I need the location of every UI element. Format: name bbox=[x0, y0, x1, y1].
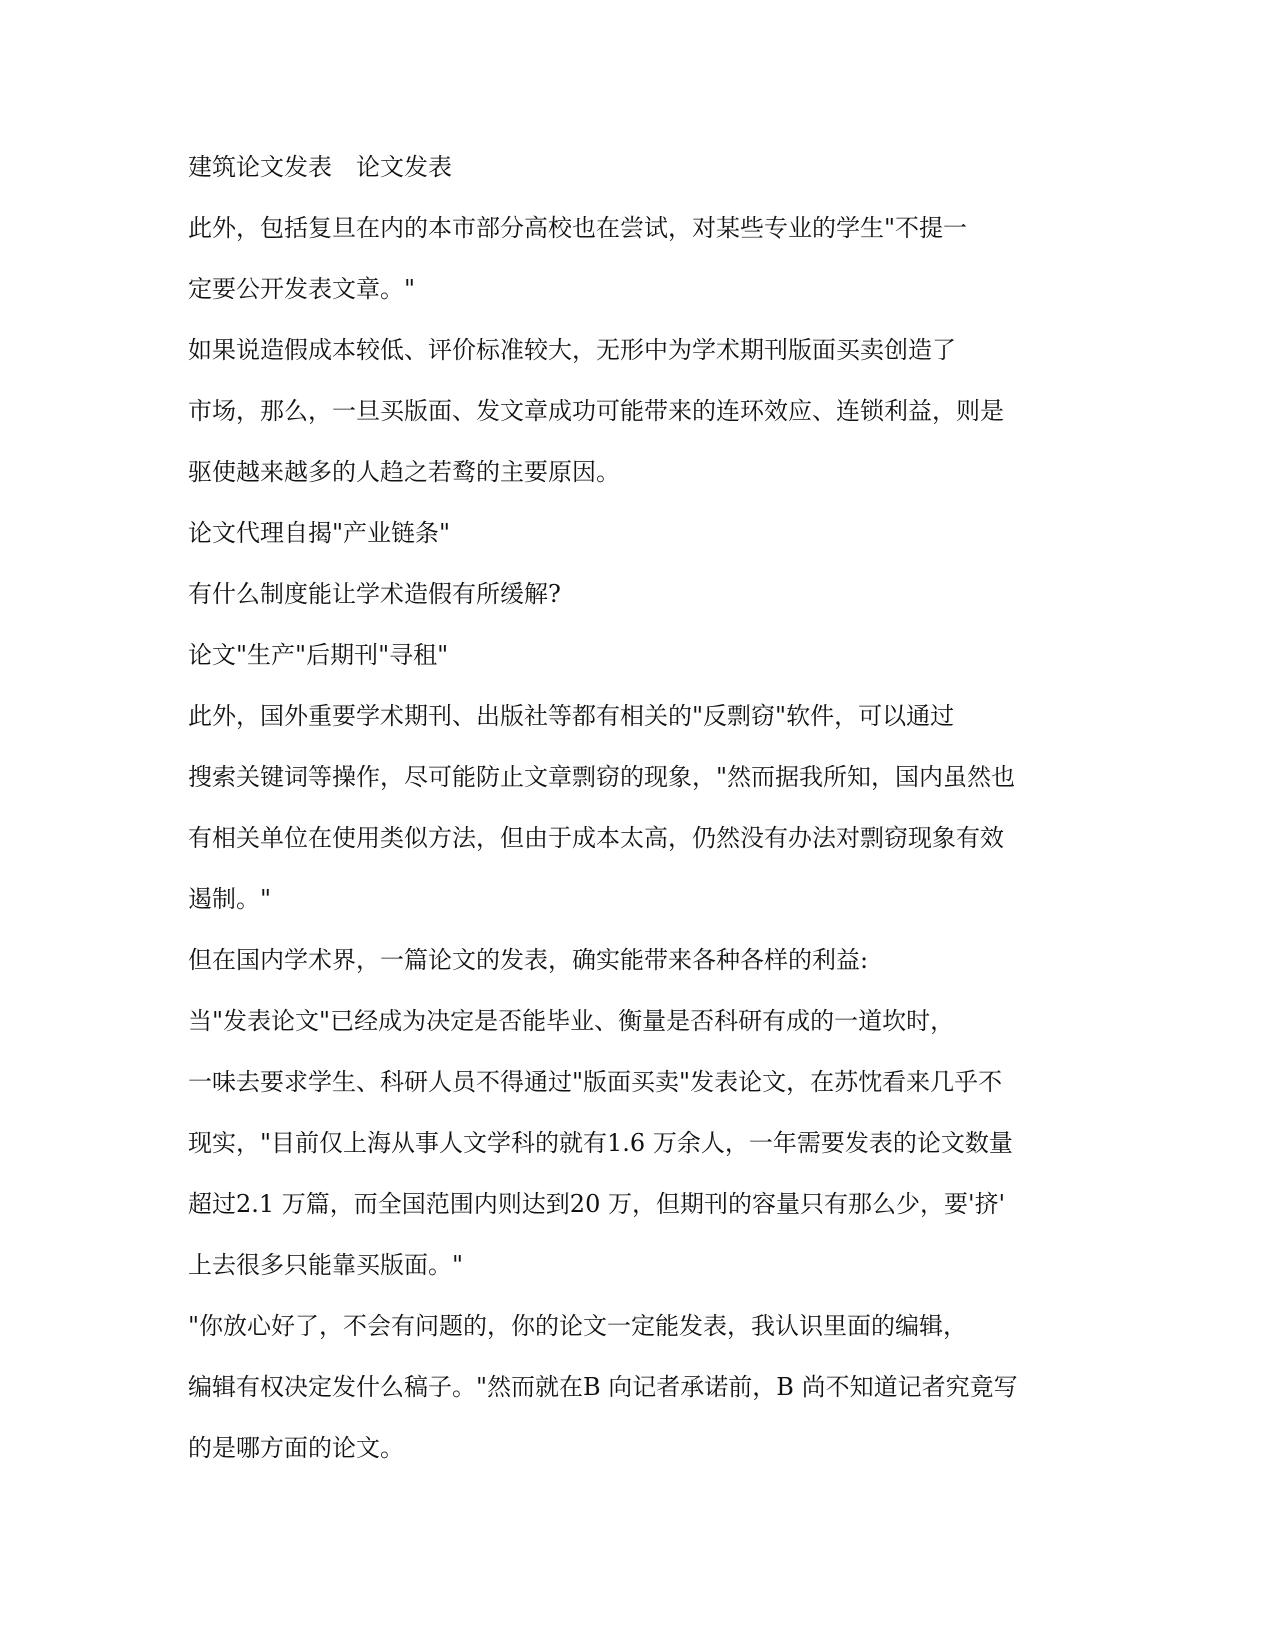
text-line: 的是哪方面的论文。 bbox=[188, 1434, 404, 1462]
text-line: 定要公开发表文章。" bbox=[188, 275, 416, 303]
text-line: 一味去要求学生、科研人员不得通过"版面买卖"发表论文，在苏忱看来几乎不 bbox=[188, 1068, 1003, 1096]
text-line: 有相关单位在使用类似方法，但由于成本太高，仍然没有办法对剽窃现象有效 bbox=[188, 824, 1004, 852]
section-heading: 论文"生产"后期刊"寻租" bbox=[188, 641, 449, 669]
text-line: "你放心好了，不会有问题的，你的论文一定能发表，我认识里面的编辑， bbox=[188, 1312, 968, 1340]
text-line: 遏制。" bbox=[188, 885, 272, 913]
text-line: 现实，"目前仅上海从事人文学科的就有1.6 万余人，一年需要发表的论文数量 bbox=[188, 1129, 1013, 1157]
text-line: 此外，包括复旦在内的本市部分高校也在尝试，对某些专业的学生"不提一 bbox=[188, 214, 968, 242]
document-body bbox=[188, 137, 1068, 1479]
document-title: 建筑论文发表 论文发表 bbox=[188, 153, 452, 181]
text-line: 超过2.1 万篇，而全国范围内则达到20 万，但期刊的容量只有那么少，要'挤' bbox=[188, 1190, 1006, 1218]
text-line: 但在国内学术界，一篇论文的发表，确实能带来各种各样的利益: bbox=[188, 946, 869, 974]
text-line: 驱使越来越多的人趋之若鹜的主要原因。 bbox=[188, 458, 620, 486]
text-line: 当"发表论文"已经成为决定是否能毕业、衡量是否科研有成的一道坎时， bbox=[188, 1007, 955, 1035]
text-line: 编辑有权决定发什么稿子。"然而就在B 向记者承诺前，B 尚不知道记者究竟写 bbox=[188, 1373, 1018, 1401]
text-line: 此外，国外重要学术期刊、出版社等都有相关的"反剽窃"软件，可以通过 bbox=[188, 702, 955, 730]
section-heading: 有什么制度能让学术造假有所缓解? bbox=[188, 580, 561, 608]
text-line: 上去很多只能靠买版面。" bbox=[188, 1251, 464, 1279]
text-line: 如果说造假成本较低、评价标准较大，无形中为学术期刊版面买卖创造了 bbox=[188, 336, 956, 364]
section-heading: 论文代理自揭"产业链条" bbox=[188, 519, 451, 547]
text-line: 市场，那么，一旦买版面、发文章成功可能带来的连环效应、连锁利益，则是 bbox=[188, 397, 1004, 425]
text-line: 搜索关键词等操作，尽可能防止文章剽窃的现象，"然而据我所知，国内虽然也 bbox=[188, 763, 1016, 791]
